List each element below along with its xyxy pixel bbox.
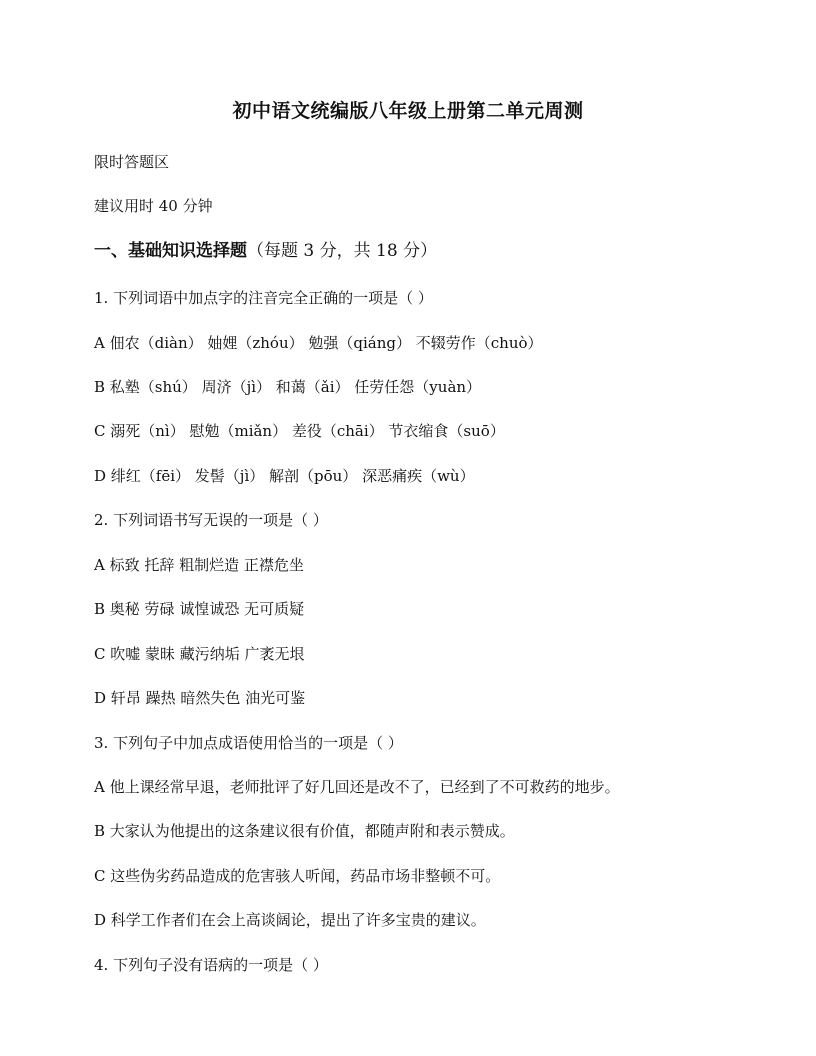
suggested-time: 建议用时 40 分钟 [94,197,213,215]
question-stem: 1. 下列词语中加点字的注音完全正确的一项是（ ） [94,289,433,307]
question-option: C 这些伪劣药品造成的危害骇人听闻，药品市场非整顿不可。 [94,867,501,885]
section-title: 一、基础知识选择题 [94,241,247,261]
question-stem: 4. 下列句子没有语病的一项是（ ） [94,956,328,974]
question-option: A 佃农（diàn） 妯娌（zhóu） 勉强（qiáng） 不辍劳作（chuò） [94,334,543,352]
question-option: B 奥秘 劳碌 诚惶诚恐 无可质疑 [94,600,305,618]
question-option: C 吹嘘 蒙昧 藏污纳垢 广袤无垠 [94,645,305,663]
question-option: D 轩昂 躁热 暗然失色 油光可鉴 [94,689,306,707]
question-option: B 大家认为他提出的这条建议很有价值，都随声附和表示赞成。 [94,822,515,840]
question-stem: 3. 下列句子中加点成语使用恰当的一项是（ ） [94,734,403,752]
question-option: D 科学工作者们在会上高谈阔论，提出了许多宝贵的建议。 [94,911,486,929]
section-heading [94,240,774,262]
question-option: B 私塾（shú） 周济（jì） 和蔼（ǎi） 任劳任怨（yuàn） [94,378,482,396]
answer-zone-label: 限时答题区 [94,153,170,171]
question-option: A 标致 托辞 粗制烂造 正襟危坐 [94,556,304,574]
question-option: C 溺死（nì） 慰勉（miǎn） 差役（chāi） 节衣缩食（suō） [94,422,505,440]
question-option: A 他上课经常早退，老师批评了好几回还是改不了，已经到了不可救药的地步。 [94,778,620,796]
section-note: （每题 3 分，共 18 分） [247,241,438,261]
question-stem: 2. 下列词语书写无误的一项是（ ） [94,511,328,529]
question-option: D 绯红（fēi） 发髻（jì） 解剖（pōu） 深恶痛疾（wù） [94,467,475,485]
page-title: 初中语文统编版八年级上册第二单元周测 [232,100,584,122]
